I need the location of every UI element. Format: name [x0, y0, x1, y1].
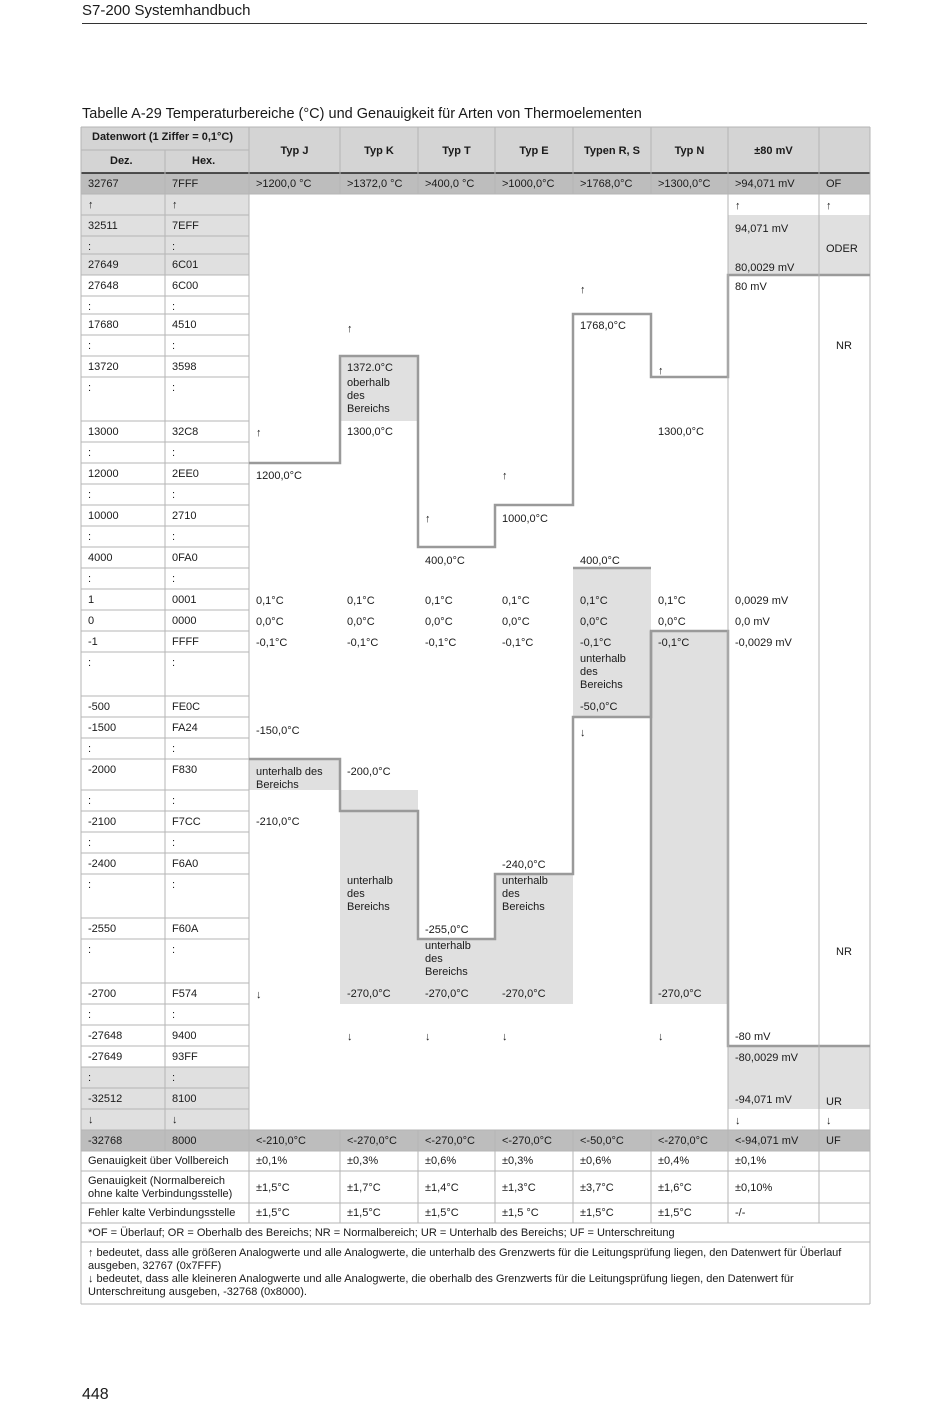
- hex-value: 8100: [172, 1093, 197, 1105]
- t-400: 400,0°C: [425, 555, 465, 567]
- overflow-value: >400,0 °C: [425, 178, 475, 190]
- accuracy-value: ±1,3°C: [502, 1182, 536, 1194]
- hex-value: F830: [172, 764, 198, 776]
- arrow-up-icon: ↑: [658, 365, 664, 377]
- value-one: 0,1°C: [580, 595, 608, 607]
- dez-value: :: [88, 795, 92, 807]
- hex-value: 0FA0: [172, 552, 198, 564]
- arrow-up-icon: ↑: [502, 470, 508, 482]
- value-zero: 0,0 mV: [735, 616, 770, 628]
- underflow-value: <-210,0°C: [256, 1135, 306, 1147]
- e-below-range: des: [502, 888, 520, 900]
- hex-value: :: [172, 241, 176, 253]
- underflow-value: <-94,071 mV: [735, 1135, 799, 1147]
- footnote-down-arrow: ↓ bedeutet, dass alle kleineren Analogwerte und alle Analogwerte, die oberhalb des Grenzwerts für die Leitungsprüfung liegen, den Datenwert für Unterschreitung ausgeben, -32768 (0x8000).: [88, 1273, 794, 1298]
- accuracy-value: ±0,4%: [658, 1155, 690, 1167]
- dez-value: -500: [88, 701, 111, 713]
- accuracy-value: ±1,5°C: [347, 1207, 381, 1219]
- dez-value: 32511: [88, 220, 118, 232]
- hex-value: ↓: [172, 1114, 178, 1126]
- arrow-up-icon: ↑: [826, 200, 832, 212]
- hex-value: FFFF: [172, 636, 199, 648]
- flag-ur: UR: [826, 1096, 842, 1108]
- underflow-value: <-270,0°C: [425, 1135, 475, 1147]
- value-zero: 0,0°C: [425, 616, 453, 628]
- dez-value: :: [88, 489, 92, 501]
- overflow-value: >1000,0°C: [502, 178, 555, 190]
- rs-below-range: unterhalb: [580, 653, 626, 665]
- rs-400: 400,0°C: [580, 555, 620, 567]
- hex-value: :: [172, 489, 176, 501]
- arrow-down-icon: ↓: [502, 1031, 508, 1043]
- dez-value: :: [88, 340, 92, 352]
- header-dez: Dez.: [110, 155, 133, 167]
- value-zero: 0,0°C: [658, 616, 686, 628]
- accuracy-label: Genauigkeit über Vollbereich: [88, 1155, 229, 1167]
- hex-value: :: [172, 944, 176, 956]
- j-below-range: Bereichs: [256, 779, 299, 791]
- flag-oder: ODER: [826, 243, 858, 255]
- hex-value: :: [172, 340, 176, 352]
- hex-value: 2710: [172, 510, 197, 522]
- column-header-3: Typ E: [519, 145, 549, 157]
- dez-value: -27649: [88, 1051, 123, 1063]
- column-header-6: ±80 mV: [754, 145, 793, 157]
- accuracy-value: ±1,5°C: [256, 1182, 290, 1194]
- underflow-value: <-270,0°C: [347, 1135, 397, 1147]
- hex-value: 4510: [172, 319, 197, 331]
- dez-value: -32512: [88, 1093, 123, 1105]
- k-above-range: des: [347, 390, 365, 402]
- accuracy-value: ±1,5 °C: [502, 1207, 539, 1219]
- k-above-range: Bereichs: [347, 403, 390, 415]
- hex-value: ↑: [172, 199, 178, 211]
- value-one: 0,1°C: [425, 595, 453, 607]
- hex-value: 7EFF: [172, 220, 199, 232]
- arrow-up-icon: ↑: [580, 284, 586, 296]
- arrow-down-icon: ↓: [658, 1031, 664, 1043]
- overflow-value: >1372,0 °C: [347, 178, 403, 190]
- j-m150: -150,0°C: [256, 725, 300, 737]
- value-minus-one: -0,1°C: [502, 637, 534, 649]
- arrow-down-icon: ↓: [580, 727, 586, 739]
- dez-value: :: [88, 382, 92, 394]
- hex-value: F574: [172, 988, 198, 1000]
- hex-value: FA24: [172, 722, 198, 734]
- hex-value: :: [172, 447, 176, 459]
- dez-value: :: [88, 531, 92, 543]
- accuracy-value: ±1,6°C: [658, 1182, 692, 1194]
- arrow-up-icon: ↑: [347, 323, 353, 335]
- value-one: 0,1°C: [347, 595, 375, 607]
- overflow-value: >94,071 mV: [735, 178, 795, 190]
- dez-value: 12000: [88, 468, 119, 480]
- column-header-1: Typ K: [364, 145, 394, 157]
- dez-value: 4000: [88, 552, 113, 564]
- n-m270: -270,0°C: [658, 988, 702, 1000]
- arrow-down-icon: ↓: [425, 1031, 431, 1043]
- accuracy-value: ±1,5°C: [256, 1207, 290, 1219]
- j-1200: 1200,0°C: [256, 470, 302, 482]
- accuracy-label: Genauigkeit (Normalbereich: [88, 1175, 225, 1187]
- dez-value: :: [88, 301, 92, 313]
- arrow-up-icon: ↑: [735, 200, 741, 212]
- hex-value: 93FF: [172, 1051, 198, 1063]
- rs-m50: -50,0°C: [580, 701, 618, 713]
- column-header-0: Typ J: [280, 145, 309, 157]
- dez-value: -2700: [88, 988, 117, 1000]
- value-zero: 0,0°C: [580, 616, 608, 628]
- rs-1768: 1768,0°C: [580, 320, 626, 332]
- j-m210: -210,0°C: [256, 816, 300, 828]
- k-below-range: Bereichs: [347, 901, 390, 913]
- value-minus-one: -0,1°C: [256, 637, 288, 649]
- dez-value: 1: [88, 594, 95, 606]
- running-header: S7-200 Systemhandbuch: [82, 2, 251, 19]
- underflow-value: <-270,0°C: [658, 1135, 708, 1147]
- hex-value: F6A0: [172, 858, 199, 870]
- dez-value: ↓: [88, 1114, 94, 1126]
- t-below-range: unterhalb: [425, 940, 471, 952]
- footnote-abbreviations: *OF = Überlauf; OR = Oberhalb des Bereichs; NR = Normalbereich; UR = Unterhalb des Bereichs; UF = Unterschreitung: [88, 1227, 675, 1239]
- value-zero: 0,0°C: [256, 616, 284, 628]
- dez-value: :: [88, 837, 92, 849]
- accuracy-value: ±1,5°C: [580, 1207, 614, 1219]
- accuracy-value: ±0,10%: [735, 1182, 773, 1194]
- dez-value: 13000: [88, 426, 119, 438]
- overflow-value: OF: [826, 178, 842, 190]
- k-above-range: oberhalb: [347, 377, 390, 389]
- flag-nr: NR: [836, 946, 852, 958]
- dez-value: -2100: [88, 816, 117, 828]
- value-one: 0,1°C: [658, 595, 686, 607]
- dez-value: -32768: [88, 1135, 123, 1147]
- dez-value: 0: [88, 615, 95, 627]
- hex-value: 6C00: [172, 280, 199, 292]
- accuracy-value: ±0,1%: [735, 1155, 767, 1167]
- hex-value: :: [172, 837, 176, 849]
- column-header-4: Typen R, S: [583, 145, 641, 157]
- t-m255: -255,0°C: [425, 924, 469, 936]
- hex-value: F60A: [172, 923, 199, 935]
- dez-value: 27648: [88, 280, 119, 292]
- hex-value: :: [172, 531, 176, 543]
- hex-value: FE0C: [172, 701, 201, 713]
- accuracy-value: ±0,6%: [580, 1155, 612, 1167]
- rs-below-range: des: [580, 666, 598, 678]
- accuracy-label: ohne kalte Verbindungsstelle): [88, 1188, 233, 1200]
- table-caption: Tabelle A-29 Temperaturbereiche (°C) und Genauigkeit für Arten von Thermoelementen: [82, 106, 642, 122]
- value-minus-one: -0,1°C: [425, 637, 457, 649]
- value-minus-one: -0,1°C: [347, 637, 379, 649]
- header-data-word: Datenwort (1 Ziffer = 0,1°C): [92, 131, 234, 143]
- accuracy-value: ±1,7°C: [347, 1182, 381, 1194]
- e-below-range: unterhalb: [502, 875, 548, 887]
- hex-value: 32C8: [172, 426, 199, 438]
- j-below-range: unterhalb des: [256, 766, 323, 778]
- value-one: 0,1°C: [256, 595, 284, 607]
- mv-m80: -80 mV: [735, 1031, 771, 1043]
- value-one: 0,1°C: [502, 595, 530, 607]
- n-below-range-shade: [651, 631, 728, 1004]
- hex-value: 3598: [172, 361, 197, 373]
- k-1372: 1372.0°C: [347, 362, 393, 374]
- hex-value: F7CC: [172, 816, 201, 828]
- t-below-range: des: [425, 953, 443, 965]
- n-1300: 1300,0°C: [658, 426, 704, 438]
- value-one: 0,0029 mV: [735, 595, 789, 607]
- e-below-range: Bereichs: [502, 901, 545, 913]
- k-m270: -270,0°C: [347, 988, 391, 1000]
- dez-value: 13720: [88, 361, 119, 373]
- dez-value: -1500: [88, 722, 117, 734]
- underflow-value: <-50,0°C: [580, 1135, 624, 1147]
- dez-value: :: [88, 657, 92, 669]
- k-1300: 1300,0°C: [347, 426, 393, 438]
- dez-value: ↑: [88, 199, 94, 211]
- accuracy-value: ±0,3%: [347, 1155, 379, 1167]
- hex-value: :: [172, 1072, 176, 1084]
- k-m200: -200,0°C: [347, 766, 391, 778]
- accuracy-value: ±1,5°C: [658, 1207, 692, 1219]
- accuracy-value: ±0,3%: [502, 1155, 534, 1167]
- overflow-value: >1768,0°C: [580, 178, 633, 190]
- hex-value: 0000: [172, 615, 197, 627]
- mv-80: 80 mV: [735, 281, 767, 293]
- hex-value: :: [172, 879, 176, 891]
- footnote-up-arrow: ↑ bedeutet, dass alle größeren Analogwerte und alle Analogwerte, die unterhalb des Grenzwerts für die Leitungsprüfung liegen, den Datenwert für Überlauf ausgeben, 32767 (0x7FFF): [88, 1247, 842, 1272]
- arrow-up-icon: ↑: [425, 513, 431, 525]
- e-m270: -270,0°C: [502, 988, 546, 1000]
- hex-value: :: [172, 657, 176, 669]
- hex-value: 2EE0: [172, 468, 199, 480]
- k-below-range: unterhalb: [347, 875, 393, 887]
- mv-94071: 94,071 mV: [735, 223, 789, 235]
- accuracy-label: Fehler kalte Verbindungsstelle: [88, 1207, 236, 1219]
- accuracy-value: ±0,1%: [256, 1155, 288, 1167]
- dez-value: -2550: [88, 923, 117, 935]
- column-header-5: Typ N: [674, 145, 705, 157]
- hex-value: :: [172, 795, 176, 807]
- value-zero: 0,0°C: [502, 616, 530, 628]
- accuracy-value: -/-: [735, 1207, 746, 1219]
- arrow-down-icon: ↓: [826, 1115, 832, 1127]
- hex-value: :: [172, 301, 176, 313]
- arrow-up-icon: ↑: [256, 427, 262, 439]
- value-minus-one: -0,1°C: [658, 637, 690, 649]
- e-1000: 1000,0°C: [502, 513, 548, 525]
- e-m240: -240,0°C: [502, 859, 546, 871]
- header-hex: Hex.: [192, 155, 216, 167]
- overflow-value: >1300,0°C: [658, 178, 711, 190]
- dez-value: :: [88, 879, 92, 891]
- rs-below-range: Bereichs: [580, 679, 623, 691]
- dez-value: :: [88, 573, 92, 585]
- dez-value: :: [88, 944, 92, 956]
- accuracy-value: ±1,5°C: [425, 1207, 459, 1219]
- hex-value: 8000: [172, 1135, 197, 1147]
- accuracy-value: ±1,4°C: [425, 1182, 459, 1194]
- accuracy-value: ±3,7°C: [580, 1182, 614, 1194]
- t-m270: -270,0°C: [425, 988, 469, 1000]
- column-header-2: Typ T: [442, 145, 471, 157]
- t-below-range: Bereichs: [425, 966, 468, 978]
- hex-value: 6C01: [172, 259, 199, 271]
- underflow-value: <-270,0°C: [502, 1135, 552, 1147]
- dez-value: 27649: [88, 259, 119, 271]
- dez-value: -27648: [88, 1030, 123, 1042]
- dez-value: :: [88, 241, 92, 253]
- arrow-down-icon: ↓: [256, 989, 262, 1001]
- mv-80-0029: 80,0029 mV: [735, 262, 795, 274]
- hex-value: :: [172, 743, 176, 755]
- dez-value: -2000: [88, 764, 117, 776]
- arrow-down-icon: ↓: [735, 1115, 741, 1127]
- hex-value: :: [172, 382, 176, 394]
- mv-m80-0029: -80,0029 mV: [735, 1052, 798, 1064]
- accuracy-value: ±0,6%: [425, 1155, 457, 1167]
- mv-m94071: -94,071 mV: [735, 1094, 792, 1106]
- value-minus-one: -0,1°C: [580, 637, 612, 649]
- dez-value: 17680: [88, 319, 119, 331]
- dez-value: -1: [88, 636, 98, 648]
- overflow-value: >1200,0 °C: [256, 178, 312, 190]
- underflow-value: UF: [826, 1135, 841, 1147]
- hex-value: 7FFF: [172, 178, 199, 190]
- dez-value: :: [88, 447, 92, 459]
- hex-value: 0001: [172, 594, 197, 606]
- hex-value: :: [172, 1009, 176, 1021]
- hex-value: 9400: [172, 1030, 197, 1042]
- dez-value: 10000: [88, 510, 119, 522]
- k-below-range: des: [347, 888, 365, 900]
- dez-value: :: [88, 743, 92, 755]
- flag-nr: NR: [836, 340, 852, 352]
- dez-value: :: [88, 1009, 92, 1021]
- page-number: 448: [82, 1386, 109, 1403]
- dez-value: :: [88, 1072, 92, 1084]
- value-minus-one: -0,0029 mV: [735, 637, 792, 649]
- dez-value: 32767: [88, 178, 119, 190]
- arrow-down-icon: ↓: [347, 1031, 353, 1043]
- dez-value: -2400: [88, 858, 117, 870]
- hex-value: :: [172, 573, 176, 585]
- value-zero: 0,0°C: [347, 616, 375, 628]
